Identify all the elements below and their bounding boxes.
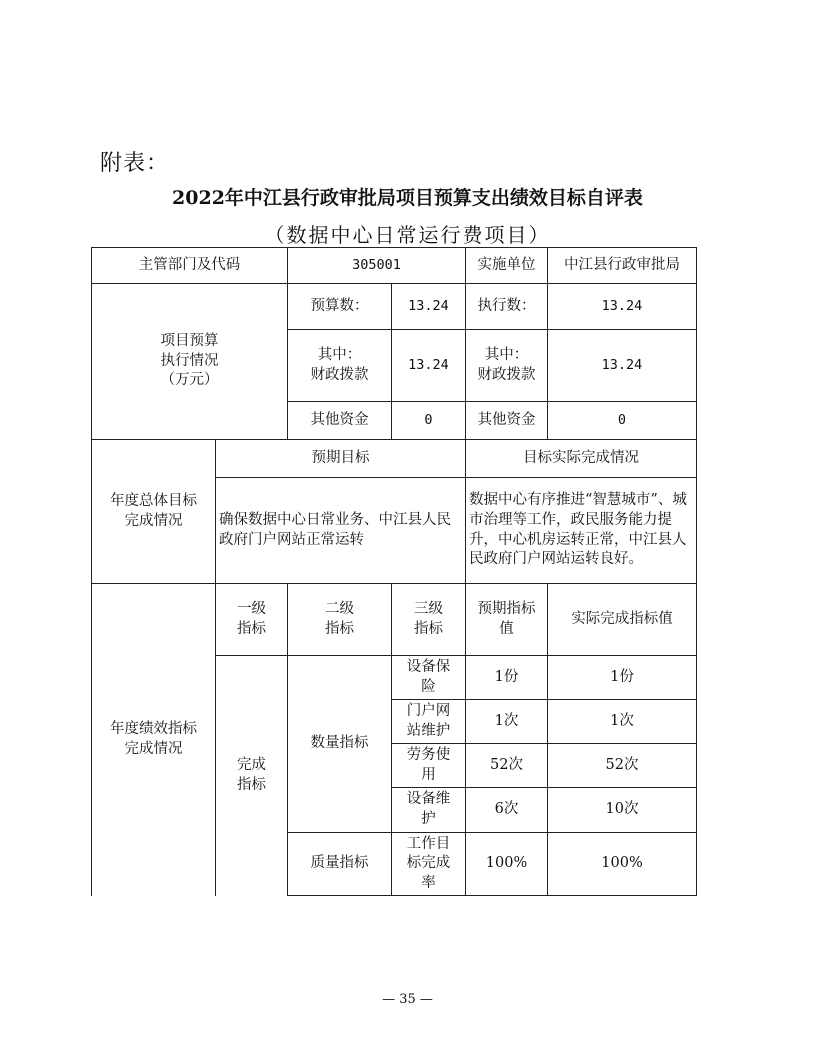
- dept-label: 主管部门及代码: [92, 248, 288, 284]
- actual-goal-header: 目标实际完成情况: [466, 440, 697, 478]
- budget-section-line-2: 执行情况: [160, 352, 219, 369]
- fiscal-label-b-line-1: 其中：: [484, 346, 529, 363]
- level3-indicator: [392, 656, 466, 700]
- exec-label: 执行数：: [466, 284, 548, 330]
- level3-line-1: 劳务使: [406, 747, 451, 764]
- performance-section-label: [92, 584, 216, 896]
- expected-value: 1份: [466, 656, 548, 700]
- other-label-a: 其他资金: [288, 402, 392, 440]
- col-actual: 实际完成指标值: [548, 584, 697, 656]
- level3-indicator: [392, 700, 466, 744]
- col-expected-line-1: 预期指标: [477, 600, 536, 617]
- fiscal-label-a-line-2: 财政拨款: [310, 366, 369, 383]
- budget-label: 预算数：: [288, 284, 392, 330]
- unit-label: 实施单位: [466, 248, 548, 284]
- level3-line-2: 标完成: [406, 855, 451, 872]
- level3-line-1: 门户网: [406, 703, 451, 720]
- actual-value: 1次: [548, 700, 697, 744]
- fiscal-value-a: 13.24: [392, 330, 466, 402]
- expected-goal-header: 预期目标: [216, 440, 466, 478]
- col-level3-line-1: 三级: [414, 600, 443, 617]
- actual-goal-text: 数据中心有序推进“智慧城市”、城市治理等工作，政民服务能力提升，中心机房运转正常，中江县人民政府门户网站运转良好。: [466, 478, 697, 584]
- level3-indicator: [392, 788, 466, 832]
- quality-indicator: 质量指标: [288, 832, 392, 896]
- col-level3: [392, 584, 466, 656]
- level3-line-1: 设备维: [406, 791, 451, 808]
- evaluation-table: [91, 247, 697, 896]
- performance-section-line-1: 年度绩效指标: [110, 721, 197, 738]
- expected-value: 100%: [466, 832, 548, 896]
- col-level1: [216, 584, 288, 656]
- other-label-b: 其他资金: [466, 402, 548, 440]
- col-level1-line-2: 指标: [237, 620, 266, 637]
- col-level1-line-1: 一级: [237, 600, 266, 617]
- appendix-label: 附表：: [100, 151, 170, 176]
- other-value-a: 0: [392, 402, 466, 440]
- performance-header-row: [92, 584, 697, 656]
- level1-line-1: 完成: [237, 757, 266, 774]
- unit-value: 中江县行政审批局: [548, 248, 697, 284]
- overall-section-label: [92, 440, 216, 584]
- fiscal-label-b-line-2: 财政拨款: [477, 366, 536, 383]
- fiscal-value-b: 13.24: [548, 330, 697, 402]
- actual-value: 10次: [548, 788, 697, 832]
- actual-value: 100%: [548, 832, 697, 896]
- level3-indicator: [392, 832, 466, 896]
- level3-indicator: [392, 744, 466, 788]
- fiscal-label-a: [288, 330, 392, 402]
- level3-line-2: 险: [421, 678, 436, 695]
- col-level2-line-2: 指标: [325, 620, 354, 637]
- level3-line-2: 用: [421, 766, 436, 783]
- level3-line-1: 工作目: [406, 835, 451, 852]
- overall-section-line-1: 年度总体目标: [110, 492, 197, 509]
- expected-value: 52次: [466, 744, 548, 788]
- dept-row: [92, 248, 697, 284]
- level1-indicator: [216, 656, 288, 896]
- expected-value: 1次: [466, 700, 548, 744]
- level3-line-2: 护: [421, 810, 436, 827]
- col-level3-line-2: 指标: [414, 620, 443, 637]
- other-value-b: 0: [548, 402, 697, 440]
- actual-value: 1份: [548, 656, 697, 700]
- col-expected: [466, 584, 548, 656]
- budget-value: 13.24: [392, 284, 466, 330]
- document-title: 2022年中江县行政审批局项目预算支出绩效目标自评表: [172, 187, 643, 209]
- budget-section-label: [92, 284, 288, 440]
- level3-line-2: 站维护: [406, 722, 451, 739]
- col-level2: [288, 584, 392, 656]
- document-subtitle: （数据中心日常运行费项目）: [264, 223, 551, 247]
- performance-section-line-2: 完成情况: [124, 740, 183, 757]
- expected-goal-text: 确保数据中心日常业务、中江县人民政府门户网站正常运转: [216, 478, 466, 584]
- fiscal-label-b: [466, 330, 548, 402]
- overall-section-line-2: 完成情况: [124, 512, 183, 529]
- expected-value: 6次: [466, 788, 548, 832]
- overall-header-row: [92, 440, 697, 478]
- budget-row: [92, 284, 697, 330]
- page-number: — 35 —: [382, 992, 433, 1007]
- col-expected-line-2: 值: [499, 620, 514, 637]
- fiscal-label-a-line-1: 其中：: [317, 346, 362, 363]
- level3-line-3: 率: [421, 874, 436, 891]
- exec-value: 13.24: [548, 284, 697, 330]
- level3-line-1: 设备保: [406, 659, 451, 675]
- level1-line-2: 指标: [237, 776, 266, 793]
- quantity-indicator: 数量指标: [288, 656, 392, 833]
- budget-section-line-3: （万元）: [160, 372, 219, 389]
- dept-code: 305001: [288, 248, 466, 284]
- budget-section-line-1: 项目预算: [160, 333, 219, 350]
- col-level2-line-1: 二级: [325, 600, 354, 617]
- actual-value: 52次: [548, 744, 697, 788]
